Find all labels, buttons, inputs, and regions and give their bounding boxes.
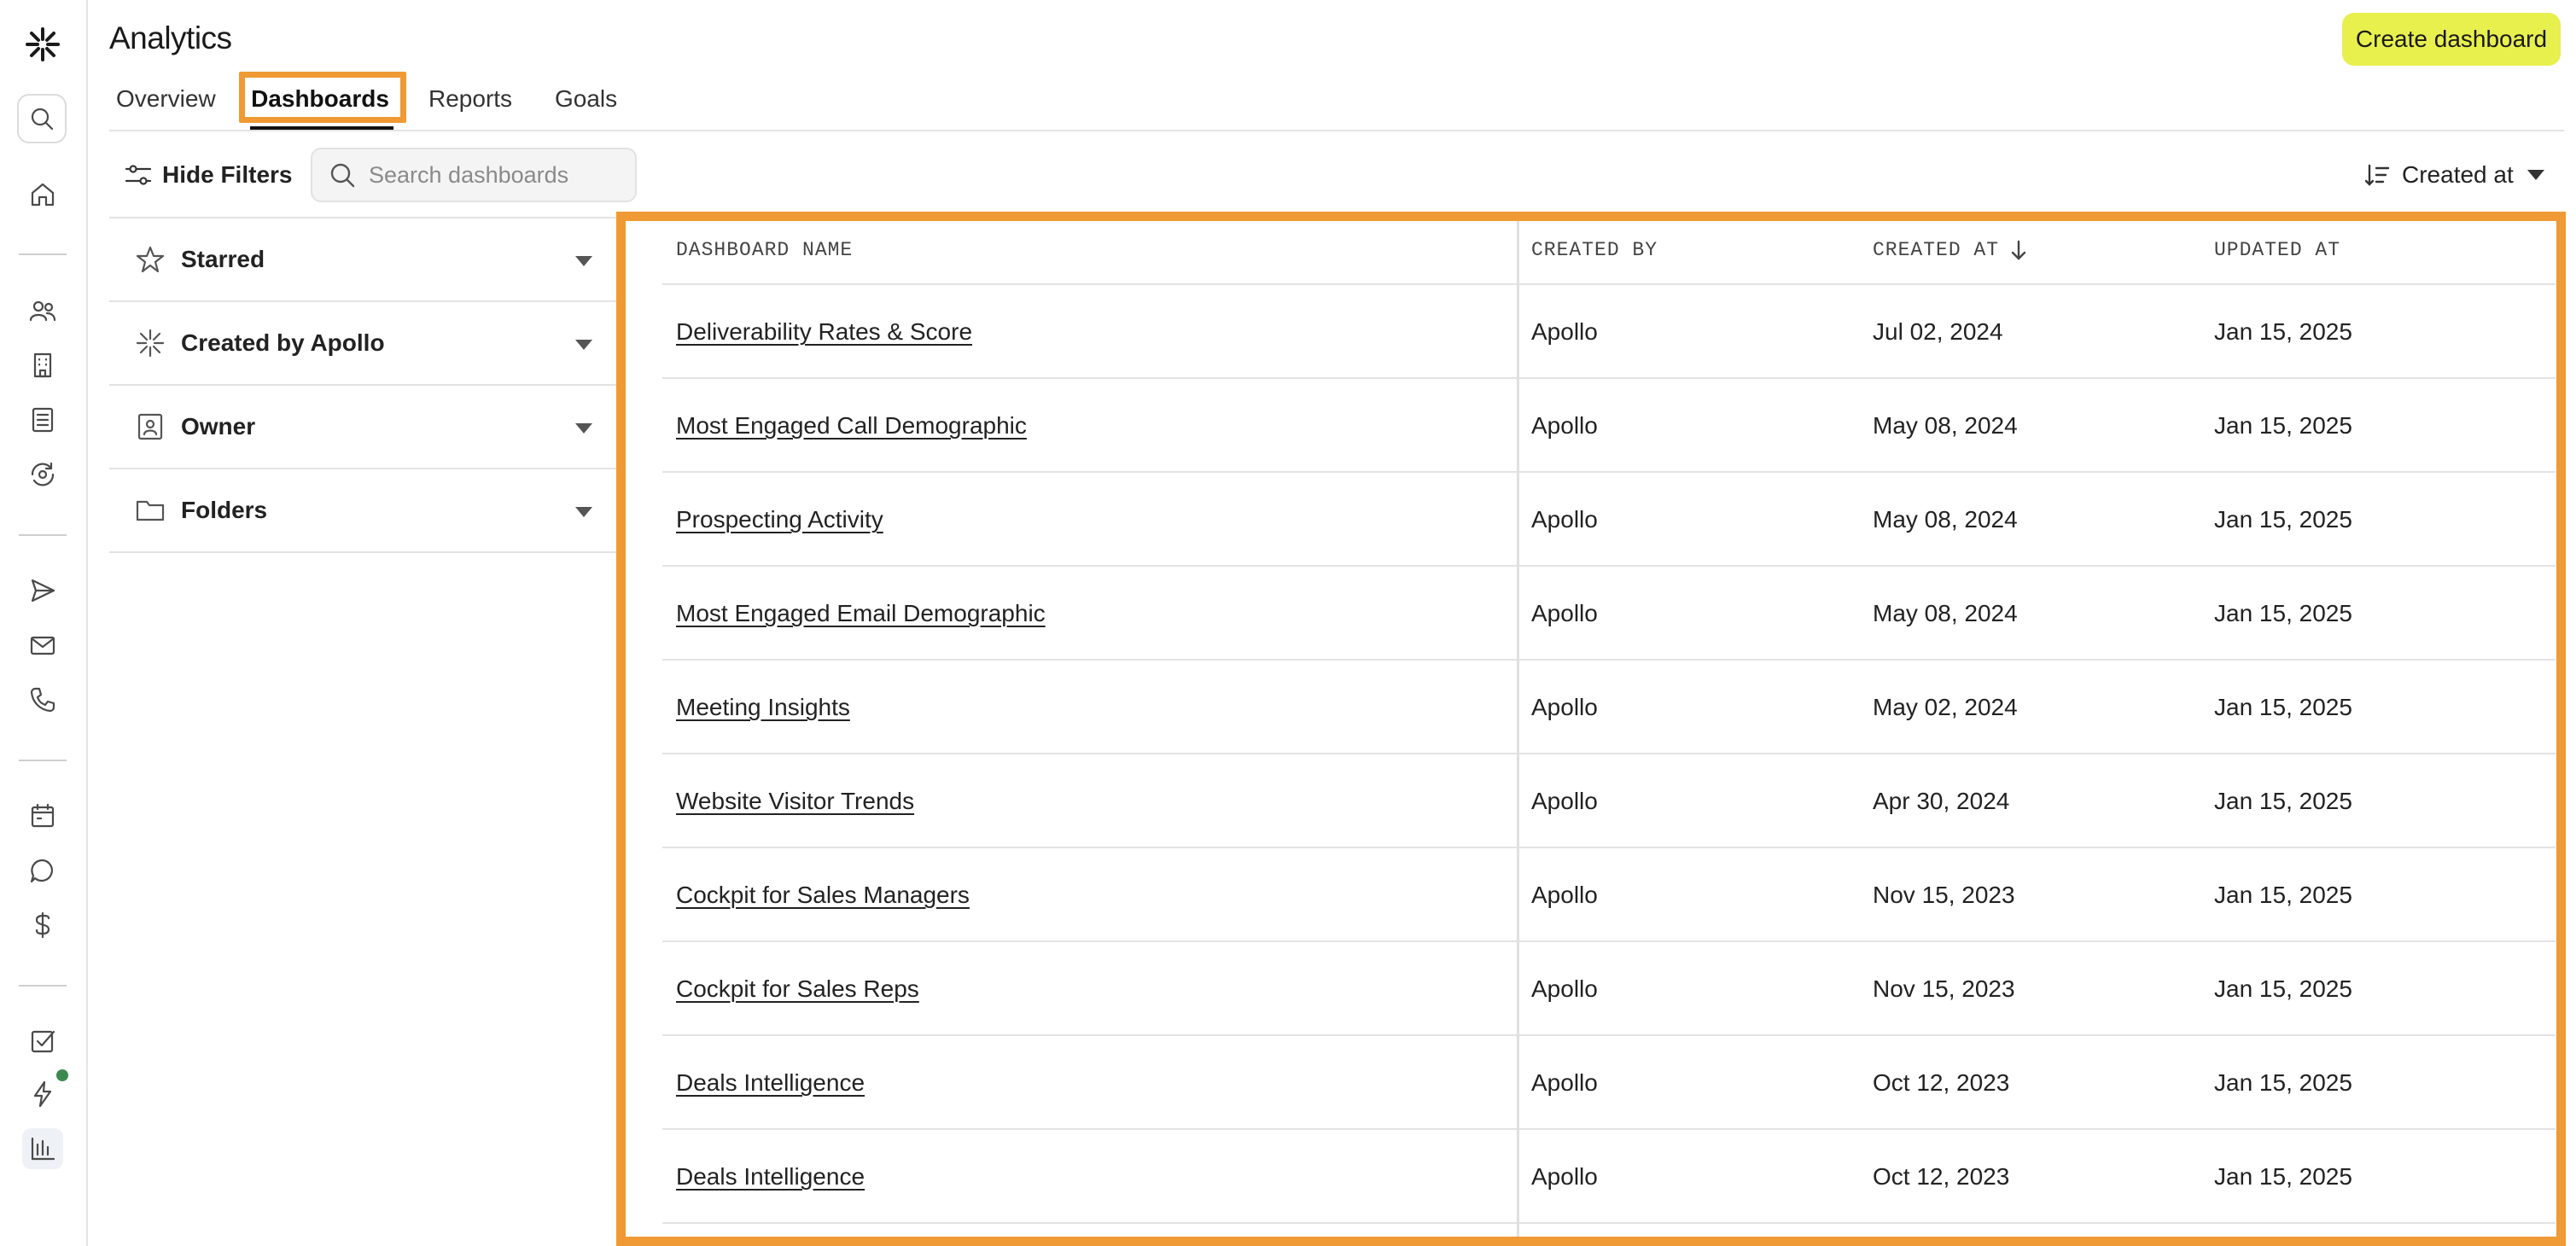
updated-at-cell: Jan 15, 2025: [2214, 506, 2352, 533]
tab-dashboards[interactable]: Dashboards: [251, 85, 389, 112]
updated-at-cell: Jan 15, 2025: [2214, 694, 2352, 720]
send-icon[interactable]: [22, 570, 63, 611]
star-icon: [135, 244, 166, 275]
created-by-cell: Apollo: [1531, 788, 1598, 814]
mail-icon[interactable]: [22, 625, 63, 666]
updated-at-cell: Jan 15, 2025: [2214, 412, 2352, 439]
created-by-cell: Apollo: [1531, 1163, 1598, 1190]
tab-goals[interactable]: Goals: [555, 85, 618, 112]
created-by-cell: Apollo: [1531, 694, 1598, 720]
sort-dropdown[interactable]: [2363, 155, 2544, 195]
created-at-cell: Oct 12, 2023: [1873, 1069, 2010, 1096]
updated-at-cell: Jan 15, 2025: [2214, 600, 2352, 626]
hide-filters-label: Hide Filters: [162, 161, 293, 188]
dashboard-name-link[interactable]: Deals Intelligence: [676, 1069, 865, 1096]
analytics-icon[interactable]: [22, 1128, 63, 1169]
created-at-cell: May 08, 2024: [1873, 412, 2018, 439]
chat-icon[interactable]: [22, 850, 63, 891]
lightning-icon[interactable]: [22, 1074, 63, 1115]
created-at-cell: Apr 30, 2024: [1873, 788, 2010, 814]
dashboard-name-link[interactable]: Deliverability Rates & Score: [676, 318, 973, 345]
created-by-cell: Apollo: [1531, 412, 1598, 439]
notification-dot: [56, 1069, 68, 1081]
sort-label: Created at: [2402, 161, 2514, 188]
folder-icon: [135, 495, 166, 526]
sort-icon: [2363, 160, 2392, 189]
apollo-logo-icon[interactable]: [22, 24, 63, 65]
arrow-down-icon: [2008, 239, 2030, 261]
rail-divider: [19, 534, 67, 536]
created-by-cell: Apollo: [1531, 1069, 1598, 1096]
chevron-down-icon: [575, 340, 592, 350]
filter-sliders-icon: [123, 160, 154, 190]
table-row: [662, 473, 2556, 567]
created-at-cell: Oct 12, 2023: [1873, 1163, 2010, 1190]
filter-starred[interactable]: [109, 218, 618, 302]
dashboard-name-link[interactable]: Website Visitor Trends: [676, 788, 915, 814]
table-row: [662, 285, 2556, 379]
column-header-created-at[interactable]: CREATED AT: [1873, 239, 2030, 261]
search-dashboards-input[interactable]: [369, 162, 616, 189]
filter-label: Owner: [181, 413, 256, 440]
dashboard-name-link[interactable]: Most Engaged Email Demographic: [676, 600, 1046, 626]
created-by-cell: Apollo: [1531, 506, 1598, 533]
search-dashboards-box[interactable]: [311, 148, 637, 202]
chevron-down-icon: [575, 507, 592, 517]
created-at-cell: May 02, 2024: [1873, 694, 2018, 720]
refresh-eye-icon[interactable]: [22, 454, 63, 495]
updated-at-cell: Jan 15, 2025: [2214, 1163, 2352, 1190]
owner-badge-icon: [135, 411, 166, 442]
updated-at-cell: Jan 15, 2025: [2214, 975, 2352, 1002]
table-row: [662, 1130, 2556, 1224]
updated-at-cell: Jan 15, 2025: [2214, 1069, 2352, 1096]
column-divider: [1517, 220, 1519, 1246]
created-at-cell: Nov 15, 2023: [1873, 882, 2015, 908]
home-icon[interactable]: [22, 174, 63, 215]
table-row: [662, 1036, 2556, 1130]
chevron-down-icon: [575, 256, 592, 266]
left-nav-rail: [0, 0, 88, 1246]
people-icon[interactable]: [22, 290, 63, 331]
dashboards-table: [662, 220, 2556, 1246]
list-icon[interactable]: [22, 399, 63, 440]
search-icon: [328, 160, 357, 189]
building-icon[interactable]: [22, 345, 63, 386]
column-header-updated-at[interactable]: UPDATED AT: [2214, 239, 2341, 261]
dashboard-name-link[interactable]: Cockpit for Sales Reps: [676, 975, 919, 1002]
dashboard-name-link[interactable]: Most Engaged Call Demographic: [676, 412, 1027, 439]
created-at-cell: May 08, 2024: [1873, 506, 2018, 533]
created-at-cell: Nov 15, 2023: [1873, 975, 2015, 1002]
filter-folders[interactable]: [109, 469, 618, 553]
phone-icon[interactable]: [22, 679, 63, 720]
rail-divider: [19, 985, 67, 987]
filter-label: Starred: [181, 246, 265, 272]
rail-divider: [19, 760, 67, 761]
filter-owner[interactable]: [109, 386, 618, 469]
dashboard-name-link[interactable]: Cockpit for Sales Managers: [676, 882, 970, 908]
updated-at-cell: Jan 15, 2025: [2214, 318, 2352, 345]
column-header-dashboard-name[interactable]: DASHBOARD NAME: [676, 239, 854, 261]
dashboard-name-link[interactable]: Meeting Insights: [676, 694, 850, 720]
table-header: [662, 220, 2556, 285]
created-at-cell: Jul 02, 2024: [1873, 318, 2003, 345]
table-row: [662, 848, 2556, 942]
updated-at-cell: Jan 15, 2025: [2214, 788, 2352, 814]
hide-filters-button[interactable]: [123, 155, 292, 195]
page-title: Analytics: [109, 20, 232, 55]
rail-divider: [19, 253, 67, 255]
filter-label: Folders: [181, 497, 268, 523]
chevron-down-icon: [2527, 170, 2544, 180]
apollo-logo-icon: [135, 328, 166, 358]
header-divider: [109, 130, 2564, 131]
dollar-icon[interactable]: [22, 905, 63, 946]
table-row: [662, 942, 2556, 1036]
table-row: [662, 567, 2556, 661]
search-icon[interactable]: [17, 94, 67, 143]
table-row: [662, 754, 2556, 848]
created-by-cell: Apollo: [1531, 318, 1598, 345]
task-icon[interactable]: [22, 1021, 63, 1062]
created-by-cell: Apollo: [1531, 975, 1598, 1002]
dashboard-name-link[interactable]: Deals Intelligence: [676, 1163, 865, 1190]
chevron-down-icon: [575, 423, 592, 434]
column-header-created-by[interactable]: CREATED BY: [1531, 239, 1658, 261]
calendar-icon[interactable]: [22, 795, 63, 836]
created-by-cell: Apollo: [1531, 882, 1598, 908]
tab-overview[interactable]: Overview: [116, 85, 216, 112]
updated-at-cell: Jan 15, 2025: [2214, 882, 2352, 908]
filters-panel: [109, 217, 618, 553]
table-row: [662, 661, 2556, 754]
dashboard-name-link[interactable]: Prospecting Activity: [676, 506, 883, 533]
create-dashboard-button[interactable]: Create dashboard: [2342, 13, 2561, 66]
created-at-cell: May 08, 2024: [1873, 600, 2018, 626]
created-by-cell: Apollo: [1531, 600, 1598, 626]
tab-reports[interactable]: Reports: [428, 85, 513, 112]
filter-label: Created by Apollo: [181, 329, 385, 356]
table-row: [662, 379, 2556, 473]
filter-created-by-apollo[interactable]: [109, 302, 618, 386]
